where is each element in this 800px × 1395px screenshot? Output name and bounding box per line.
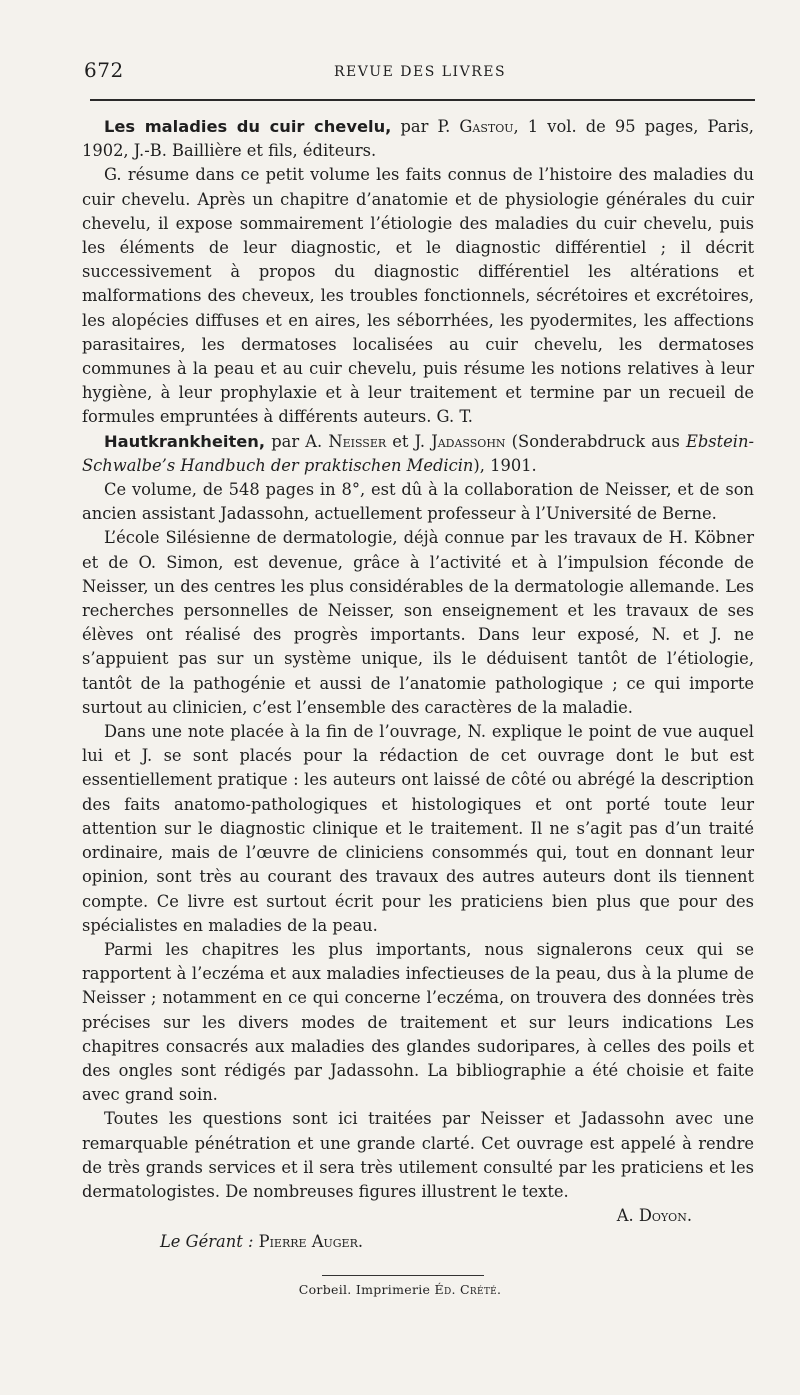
gerant-line: Le Gérant : Pierre Auger.	[160, 1232, 364, 1252]
author-name: Jadassohn	[431, 431, 506, 451]
review-heading-neisser: Hautkrankheiten, par A. Neisser et J. Jadassohn (Sonderabdruck aus Ebstein-Schwalbe’s Handbuch der praktischen Medicin), 1901.	[82, 431, 754, 475]
review-paragraph: L’école Silésienne de dermatologie, déjà connue par les travaux de H. Köbner et de O. Simon, est devenue, grâce à l’activité et à l’impulsion féconde de Neisser, un des centres les plus considérables de la dermatologie allemande. Les recherches personnelles de Neisser, son enseignement et les travaux de ses élèves ont réalisé des progrès importants. Dans leur exposé, N. et J. ne s’appuient pas sur un système unique, ils le déduisent tantôt de l’étiologie, tantôt de la pathogénie et aussi de l’anatomie pathologique ; ce qui importe surtout au clinicien, c’est l’ensemble des caractères de la maladie.	[82, 528, 754, 717]
page-header	[84, 58, 756, 88]
reviewer-signature: A. Doyon.	[616, 1206, 692, 1226]
review-title: Hautkrankheiten,	[104, 431, 266, 451]
running-title: REVUE DES LIVRES	[333, 64, 507, 80]
review-title: Les maladies du cuir chevelu,	[104, 117, 392, 136]
page-number: 672	[84, 58, 124, 82]
author-name: Neisser	[328, 431, 387, 451]
author-name: Gastou	[459, 117, 514, 136]
source-title: Ebstein-Schwalbe’s Handbuch der praktischen Medicin	[82, 431, 754, 475]
review-paragraph: G. résume dans ce petit volume les faits connus de l’histoire des maladies du cuir chevelu. Après un chapitre d’anatomie et de physiologie générales du cuir chevelu, il expose sommairement l’étiologie des maladies du cuir chevelu, puis les éléments de leur diagnostic, et le diagnostic différentiel ; il décrit successivement à propos du diagnostic différentiel les altérations et malformations des cheveux, les troubles fonctionnels, sécrétoires et excrétoires, les alopécies diffuses et en aires, les séborrhées, les pyodermites, les affections parasitaires, les dermatoses localisées au cuir chevelu, les dermatoses communes à la peau et au cuir chevelu, puis résume les notions relatives à leur hygiène, à leur prophylaxie et à leur traitement et termine par un recueil de formules empruntées à différents auteurs. G. T.	[82, 165, 754, 427]
printer-line: Corbeil. Imprimerie Éd. Crété.	[298, 1282, 502, 1297]
review-paragraph: Dans une note placée à la fin de l’ouvrage, N. explique le point de vue auquel lui et J. se sont placés pour la rédaction de cet ouvrage dont le but est essentiellement pratique : les auteurs ont laissé de côté ou abrégé la description des faits anatomo-pathologiques et histologiques et ont porté toute leur attention sur le diagnostic clinique et le traitement. Il ne s’agit pas d’un traité ordinaire, mais de l’œuvre de cliniciens consommés qui, tout en donnant leur opinion, sont très au courant des travaux des autres auteurs dont ils tiennent compte. Ce livre est surtout écrit pour les praticiens bien plus que pour des spécialistes en maladies de la peau.	[82, 722, 754, 935]
review-paragraph: Toutes les questions sont ici traitées par Neisser et Jadassohn avec une remarquable pénétration et une grande clarté. Cet ouvrage est appelé à rendre de très grands services et il sera très utilement consulté par les praticiens et les dermatologistes. De nombreuses figures illustrent le texte.	[82, 1109, 754, 1201]
review-paragraph: Ce volume, de 548 pages in 8°, est dû à la collaboration de Neisser, et de son ancien assistant Jadassohn, actuellement professeur à l’Université de Berne.	[82, 480, 754, 524]
page-body	[82, 115, 754, 1255]
footer-rule	[322, 1275, 484, 1276]
review-heading-gastou: Les maladies du cuir chevelu, par P. Gastou, 1 vol. de 95 pages, Paris, 1902, J.-B. Baillière et fils, éditeurs.	[82, 117, 754, 161]
header-rule	[90, 99, 755, 101]
review-paragraph: Parmi les chapitres les plus importants, nous signalerons ceux qui se rapportent à l’eczéma et aux maladies infectieuses de la peau, dus à la plume de Neisser ; notamment en ce qui concerne l’eczéma, on trouvera des données très précises sur les divers modes de traitement et sur leurs indications Les chapitres consacrés aux maladies des glandes sudoripares, à celles des poils et des ongles sont rédigés par Jadassohn. La bibliographie a été choisie et faite avec grand soin.	[82, 939, 754, 1105]
